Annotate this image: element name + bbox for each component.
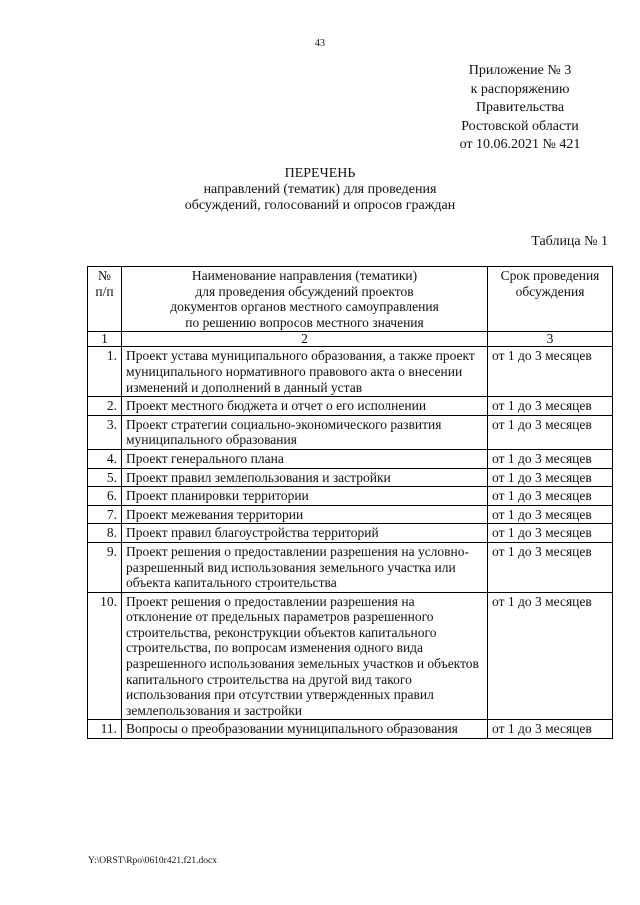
table-row xyxy=(88,720,613,739)
row-term: от 1 до 3 месяцев xyxy=(488,397,613,416)
header-line: Срок проведения xyxy=(500,268,600,283)
header-line: по решению вопросов местного значения xyxy=(185,314,424,330)
appendix-block xyxy=(420,62,620,155)
row-term: от 1 до 3 месяцев xyxy=(488,468,613,487)
table-row xyxy=(88,592,613,720)
row-number: 8. xyxy=(88,524,122,543)
row-number: 10. xyxy=(88,592,122,720)
table-row xyxy=(88,487,613,506)
title-line: обсуждений, голосований и опросов граждан xyxy=(184,198,456,213)
row-term: от 1 до 3 месяцев xyxy=(488,720,613,739)
table-row xyxy=(88,347,613,397)
column-index-row xyxy=(88,332,613,347)
title-line: направлений (тематик) для проведения xyxy=(203,182,437,197)
table-header-row xyxy=(88,267,613,332)
row-term: от 1 до 3 месяцев xyxy=(488,415,613,449)
row-name: Проект планировки территории xyxy=(122,487,488,506)
title-heading: ПЕРЕЧЕНЬ xyxy=(284,166,356,181)
row-number: 2. xyxy=(88,397,122,416)
row-name: Вопросы о преобразовании муниципального образования xyxy=(122,720,488,739)
header-number xyxy=(88,267,122,332)
table-caption: Таблица № 1 xyxy=(531,234,608,249)
row-term: от 1 до 3 месяцев xyxy=(488,449,613,468)
appendix-line: Правительства xyxy=(475,100,565,115)
row-number: 5. xyxy=(88,468,122,487)
header-term xyxy=(488,267,613,332)
table-row xyxy=(88,468,613,487)
topics-table xyxy=(87,266,613,739)
row-name: Проект межевания территории xyxy=(122,505,488,524)
table-row xyxy=(88,449,613,468)
row-number: 11. xyxy=(88,720,122,739)
table-row xyxy=(88,542,613,592)
header-line: обсуждения xyxy=(515,283,585,299)
appendix-line: к распоряжению xyxy=(470,81,570,97)
row-number: 4. xyxy=(88,449,122,468)
row-number: 6. xyxy=(88,487,122,506)
header-line: документов органов местного самоуправления xyxy=(170,299,439,315)
header-line: п/п xyxy=(95,283,114,299)
row-term: от 1 до 3 месяцев xyxy=(488,487,613,506)
appendix-line: Приложение № 3 xyxy=(468,63,572,78)
row-name: Проект устава муниципального образования, а также проект муниципального нормативного правового акта о внесении изменений и дополнений в данный устав xyxy=(122,347,488,397)
row-number: 9. xyxy=(88,542,122,592)
header-name xyxy=(122,267,488,332)
document-title xyxy=(0,166,640,214)
row-name: Проект местного бюджета и отчет о его исполнении xyxy=(122,397,488,416)
appendix-line: Ростовской области xyxy=(461,118,579,134)
header-line: для проведения обсуждений проектов xyxy=(195,283,414,299)
column-index: 2 xyxy=(122,332,488,347)
header-line: Наименование направления (тематики) xyxy=(191,268,418,283)
appendix-line: от 10.06.2021 № 421 xyxy=(459,137,581,152)
table-row xyxy=(88,397,613,416)
page-number: 43 xyxy=(315,38,325,49)
row-number: 3. xyxy=(88,415,122,449)
table-row xyxy=(88,415,613,449)
row-term: от 1 до 3 месяцев xyxy=(488,505,613,524)
column-index: 3 xyxy=(488,332,613,347)
row-term: от 1 до 3 месяцев xyxy=(488,347,613,397)
column-index: 1 xyxy=(88,332,122,347)
row-name: Проект генерального плана xyxy=(122,449,488,468)
row-name: Проект решения о предоставлении разрешения на отклонение от предельных параметров разрешенного строительства, реконструкции объектов капитального строительства, по вопросам изменения одного вида разрешенного использования земельных участков и объектов капитального строительства на другой вид такого использования при отсутствии утвержденных правил землепользования и застройки xyxy=(122,592,488,720)
table-row xyxy=(88,524,613,543)
row-term: от 1 до 3 месяцев xyxy=(488,542,613,592)
row-term: от 1 до 3 месяцев xyxy=(488,592,613,720)
file-path-footer: Y:\ORST\Rpo\0610r421.f21.docx xyxy=(88,856,217,866)
table-row xyxy=(88,505,613,524)
row-number: 1. xyxy=(88,347,122,397)
row-term: от 1 до 3 месяцев xyxy=(488,524,613,543)
row-name: Проект правил землепользования и застройки xyxy=(122,468,488,487)
row-name: Проект стратегии социально-экономического развития муниципального образования xyxy=(122,415,488,449)
row-number: 7. xyxy=(88,505,122,524)
row-name: Проект правил благоустройства территорий xyxy=(122,524,488,543)
row-name: Проект решения о предоставлении разрешения на условно-разрешенный вид использования земельного участка или объекта капитального строительства xyxy=(122,542,488,592)
header-line: № xyxy=(98,268,111,283)
